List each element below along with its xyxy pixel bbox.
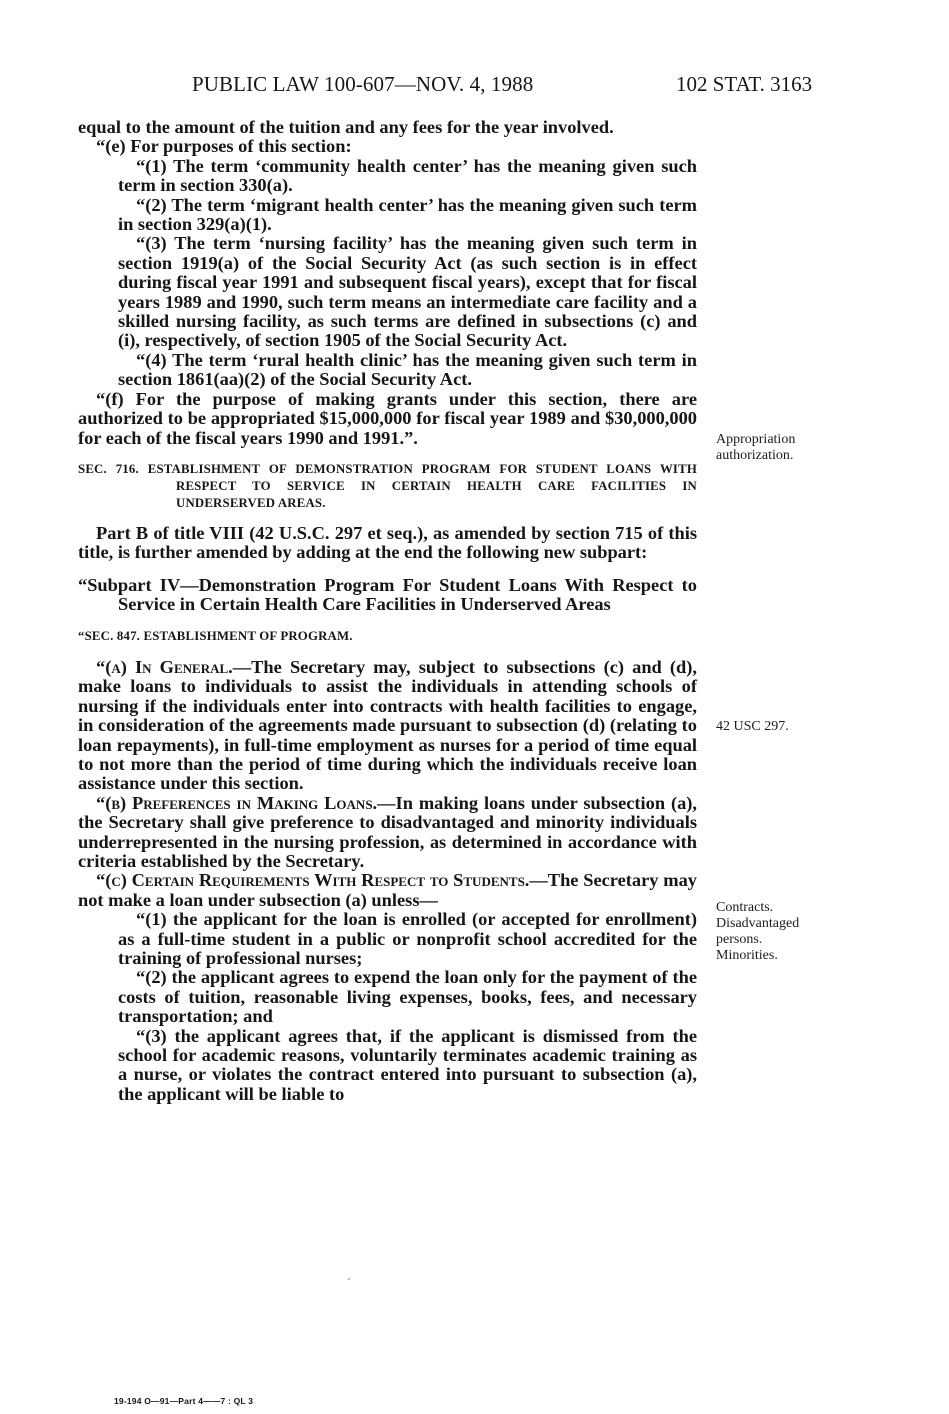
stat-page-number: 102 STAT. 3163 xyxy=(676,72,813,96)
section-716-heading xyxy=(78,461,697,512)
paragraph-c2: “(2) the applicant agrees to expend the loan only for the payment of the costs of tuition, reasonable living expenses, books, fees, and necessary transportation; and xyxy=(118,967,697,1027)
subsection-a-text: —The Secretary may, subject to subsections (c) and (d), make loans to individuals to assist the individuals in attending schools of nursing if the individuals enter into contracts with health facilities to engage, in consideration of the agreements made pursuant to subsection (d) (relating to loan repayments), in full-time employment as nurses for a period of time equal to not more than the period of time during which the individuals receive loan assistance under this section. xyxy=(78,656,697,794)
paragraph-c3: “(3) the applicant agrees that, if the applicant is dismissed from the school for academic reasons, voluntarily terminates academic training as a nurse, or violates the contract entered into pursuant to subsection (a), the applicant will be liable to xyxy=(118,1025,697,1104)
continued-paragraph: equal to the amount of the tuition and any fees for the year involved. xyxy=(78,117,614,137)
margin-note-line: Disadvantaged xyxy=(716,916,800,931)
running-head-title: PUBLIC LAW 100-607—NOV. 4, 1988 xyxy=(192,72,534,96)
subsection-a xyxy=(78,658,697,794)
section-716-title-a: ESTABLISHMENT OF DEMONSTRATION PROGRAM FOR STUDENT xyxy=(147,461,598,476)
subsection-c-text: —The Secretary may not make a loan under subsection (a) unless— xyxy=(78,870,697,910)
paragraph-e1: “(1) The term ‘community health center’ has the meaning given such term in section 330(a). xyxy=(118,155,697,196)
margin-note-line: Contracts. xyxy=(716,900,774,915)
footer-print-code: 19-194 O—91—Part 4——7 : QL 3 xyxy=(114,1396,254,1406)
section-716-number: SEC. 716. xyxy=(78,461,139,476)
subsection-f: “(f) For the purpose of making grants under this section, there are authorized to be appropriated $15,000,000 for fiscal year 1989 and $30,000,000 for each of the fiscal years 1990 and 1991.”. xyxy=(78,388,697,448)
scan-speck xyxy=(348,1278,350,1280)
section-847-heading: “SEC. 847. ESTABLISHMENT OF PROGRAM. xyxy=(78,628,353,643)
margin-note-line: Minorities. xyxy=(716,948,778,963)
subsection-b-text: —In making loans under subsection (a), the Secretary shall give preference to disadvantaged and minority individuals underrepresented in the nursing profession, as determined in accordance with criteria established by the Secretary. xyxy=(78,792,697,871)
subpart-iv-heading: “Subpart IV—Demonstration Program For Student Loans With Respect to Service in Certain Health Care Facilities in Underserved Areas xyxy=(78,574,697,615)
paragraph-c1: “(1) the applicant for the loan is enrolled (or accepted for enrollment) as a full-time student in a public or nonprofit school accredited for the training of professional nurses; xyxy=(118,909,697,969)
margin-note-line: Appropriation xyxy=(716,432,796,447)
paragraph-e4: “(4) The term ‘rural health clinic’ has the meaning given such term in section 1861(aa)(2) of the Social Security Act. xyxy=(118,349,697,390)
subsection-b xyxy=(78,794,697,872)
margin-note-line: persons. xyxy=(716,932,763,947)
paragraph-e3: “(3) The term ‘nursing facility’ has the meaning given such term in section 1919(a) of the Social Security Act (as such section is in effect during fiscal year 1991 and subsequent fiscal years), except that for fiscal years 1989 and 1990, such term means an intermediate care facility and a skilled nursing facility, as such terms are defined in subsections (c) and (i), respectively, of section 1905 of the Social Security Act. xyxy=(118,233,697,351)
subsection-a-heading: “(a) In General. xyxy=(96,656,233,677)
margin-note-usc: 42 USC 297. xyxy=(716,719,789,734)
margin-note-line: authorization. xyxy=(716,448,794,463)
part-b-amendment: Part B of title VIII (42 U.S.C. 297 et seq.), as amended by section 715 of this title, is further amended by adding at the end the following new subpart: xyxy=(78,522,697,563)
section-716-title-b: LOANS WITH RESPECT TO SERVICE IN CERTAIN HEALTH CARE FACILITIES IN UNDERSERVED AREAS. xyxy=(176,461,698,510)
margin-note-appropriation xyxy=(716,432,896,464)
margin-note-contracts xyxy=(716,900,896,964)
subsection-e-intro: “(e) For purposes of this section: xyxy=(96,136,352,157)
paragraph-e2: “(2) The term ‘migrant health center’ has the meaning given such term in section 329(a)(1). xyxy=(118,194,697,235)
subsection-c xyxy=(78,871,697,910)
body-text xyxy=(78,118,697,1104)
subsection-c-heading: “(c) Certain Requirements With Respect to Students. xyxy=(96,870,530,891)
subsection-b-heading: “(b) Preferences in Making Loans. xyxy=(96,792,378,813)
